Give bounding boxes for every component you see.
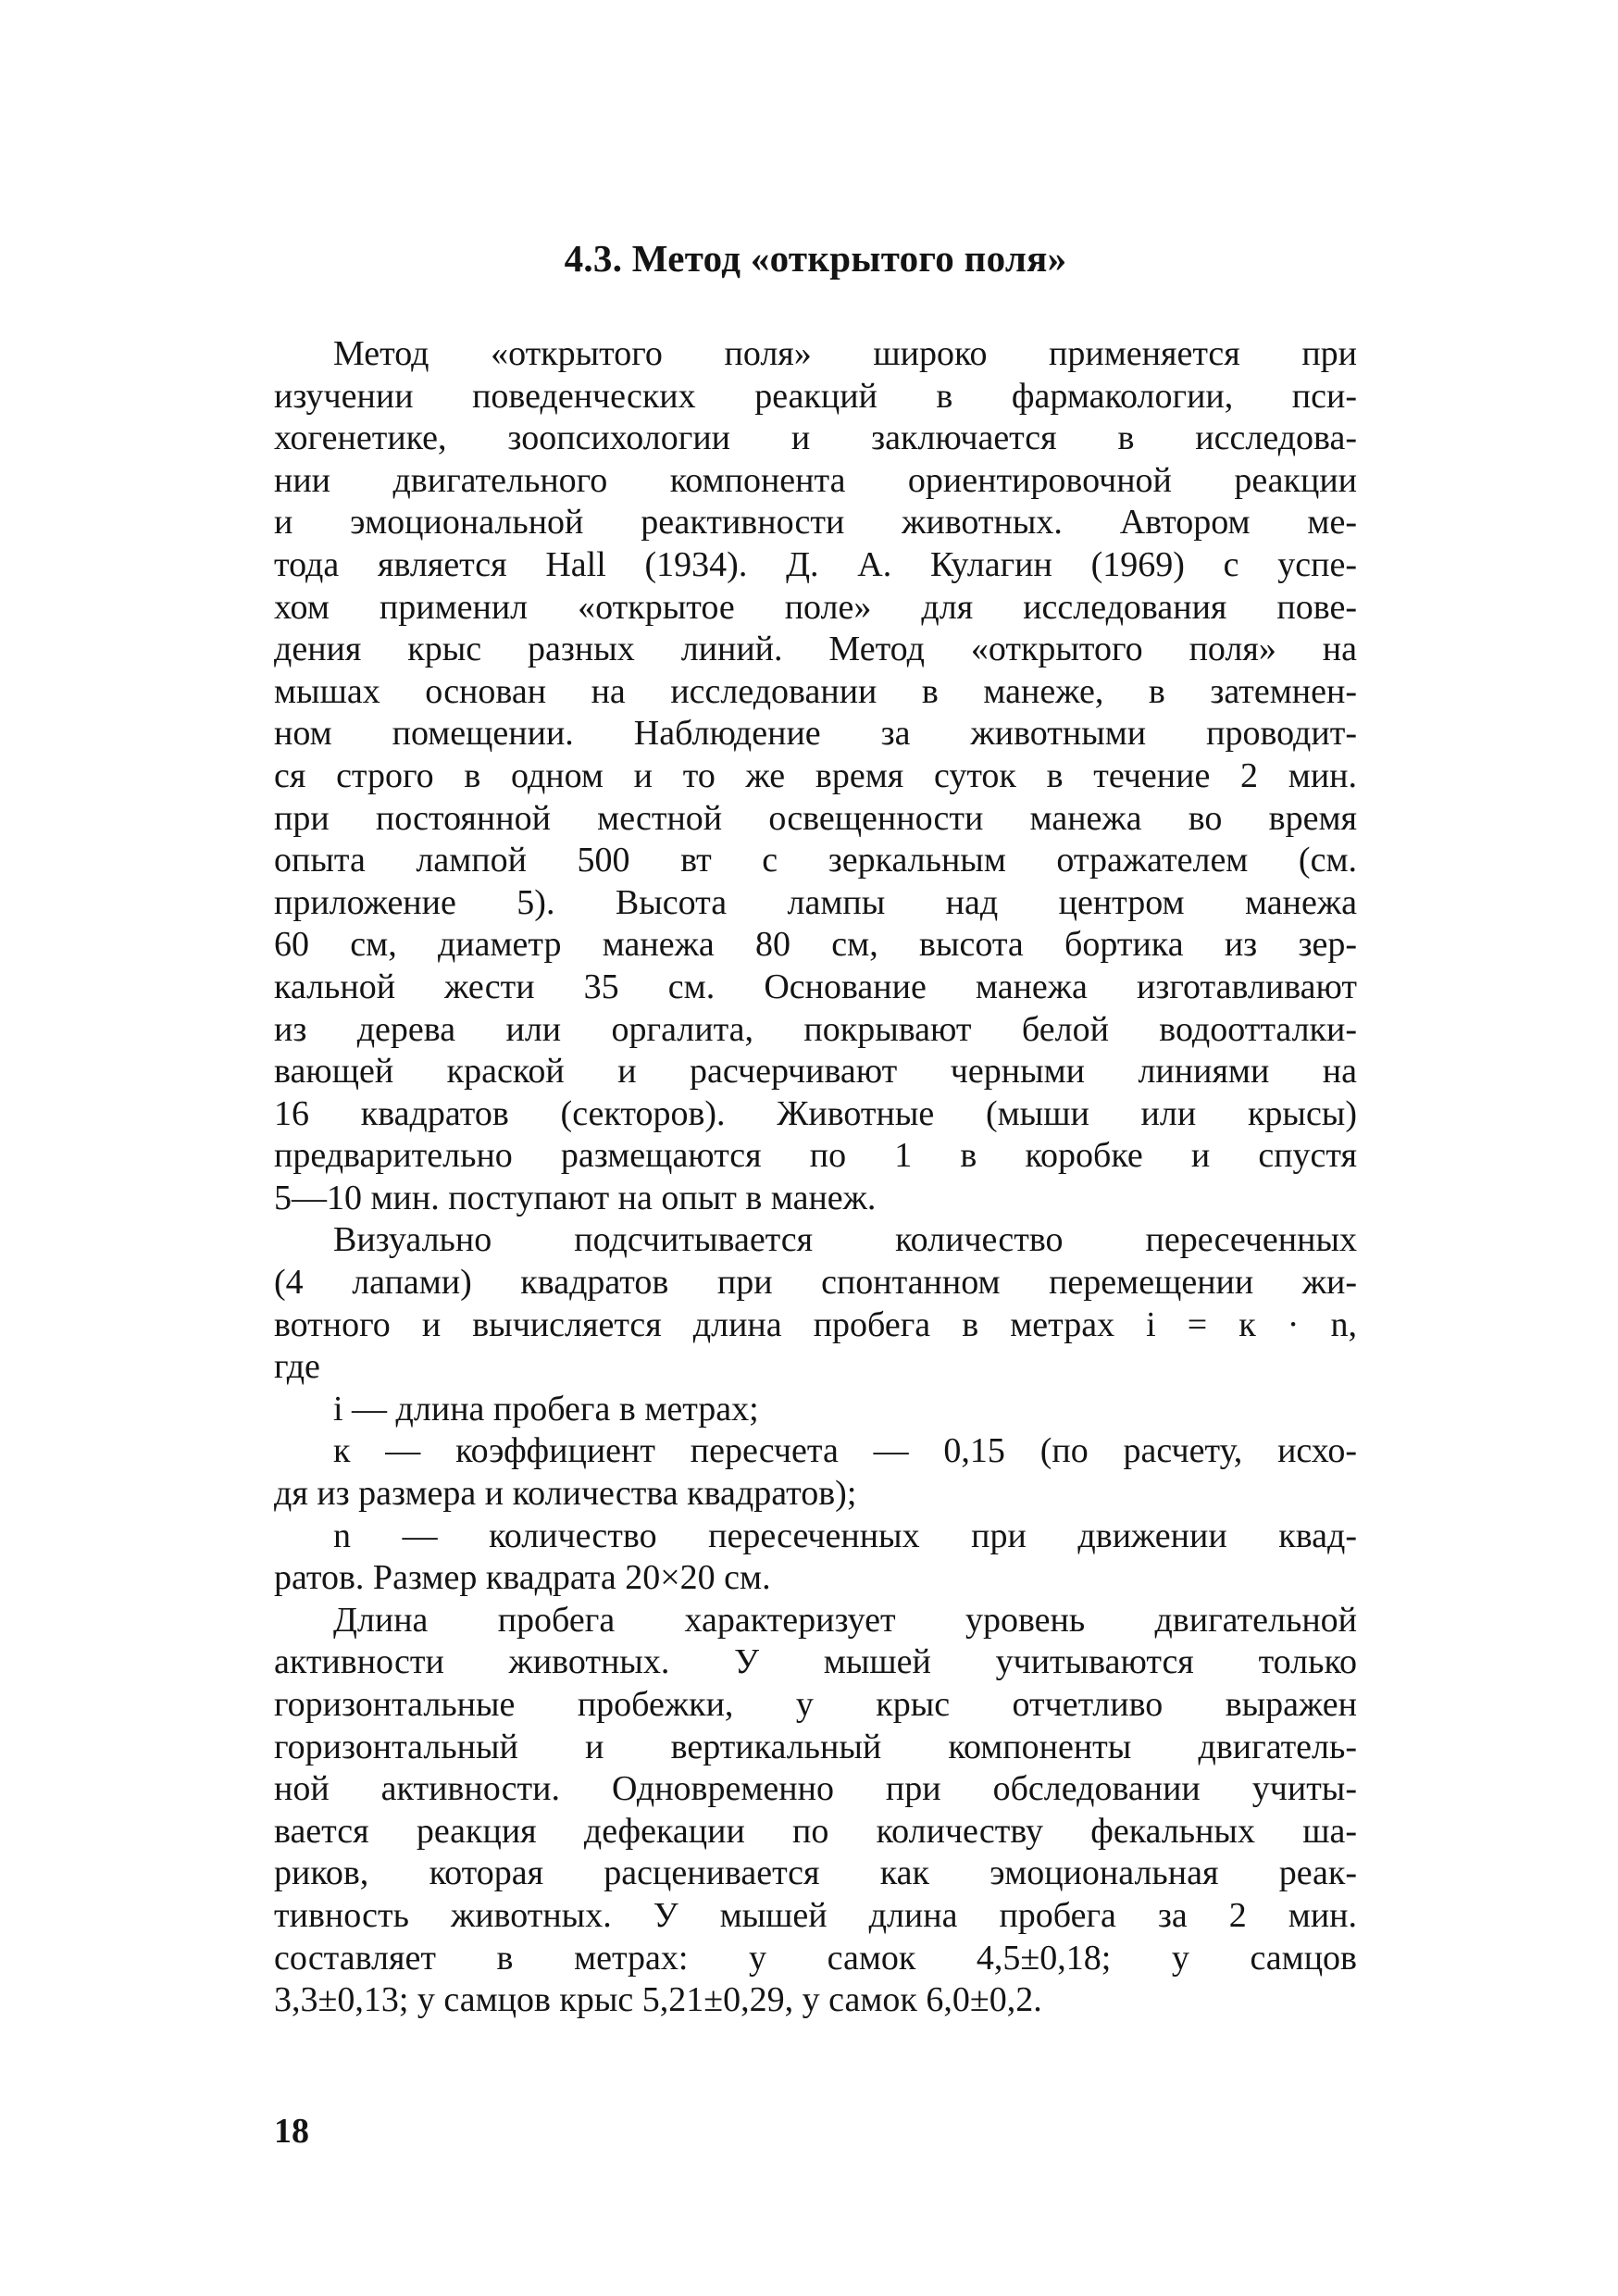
text-line: вотного и вычисляется длина пробега в метрах i = к · n,: [274, 1304, 1357, 1344]
text-line: предварительно размещаются по 1 в коробке и спустя: [274, 1136, 1357, 1176]
text-line: вается реакция дефекации по количеству фекальных ша-: [274, 1811, 1357, 1851]
text-line: и эмоциональной реактивности животных. Автором ме-: [274, 503, 1357, 543]
text-line: активности животных. У мышей учитываются только: [274, 1642, 1357, 1682]
text-line: составляет в метрах: у самок 4,5±0,18; у самцов: [274, 1938, 1357, 1978]
text-line: риков, которая расценивается как эмоциональная реак-: [274, 1853, 1357, 1893]
text-line: горизонтальный и вертикальный компоненты двигатель-: [274, 1727, 1357, 1766]
text-line: ном помещении. Наблюдение за животными проводит-: [274, 714, 1357, 754]
text-line: опыта лампой 500 вт с зеркальным отражателем (см.: [274, 841, 1357, 880]
text-line: Метод «открытого поля» широко применяется при: [333, 334, 1357, 373]
text-line: горизонтальные пробежки, у крыс отчетливо выражен: [274, 1685, 1357, 1724]
definition-line: дя из размера и количества квадратов);: [274, 1474, 857, 1514]
definition-line: n — количество пересеченных при движении квад-: [333, 1516, 1357, 1555]
definition-line: i — длина пробега в метрах;: [333, 1389, 759, 1429]
text-line: хом применил «открытое поле» для исследования пове-: [274, 587, 1357, 627]
definition-line: ратов. Размер квадрата 20×20 см.: [274, 1558, 771, 1598]
page-content: [274, 236, 1357, 2022]
section-heading: 4.3. Метод «открытого поля»: [564, 237, 1067, 280]
text-line: где: [274, 1347, 320, 1387]
text-line: тивность животных. У мышей длина пробега за 2 мин.: [274, 1895, 1357, 1935]
text-line: (4 лапами) квадратов при спонтанном перемещении жи-: [274, 1263, 1357, 1303]
text-line: 3,3±0,13; у самцов крыс 5,21±0,29, у самок 6,0±0,2.: [274, 1980, 1042, 2020]
paragraph-1: [274, 333, 1357, 1219]
text-line: Длина пробега характеризует уровень двигательной: [333, 1600, 1357, 1640]
page-number: 18: [274, 2112, 309, 2151]
text-line: Визуально подсчитывается количество пересеченных: [333, 1220, 1357, 1260]
text-line: ной активности. Одновременно при обследовании учиты-: [274, 1769, 1357, 1809]
text-line: 60 см, диаметр манежа 80 см, высота бортика из зер-: [274, 925, 1357, 965]
text-line: кальной жести 35 см. Основание манежа изготавливают: [274, 967, 1357, 1006]
paragraph-3: [274, 1600, 1357, 2022]
text-line: мышах основан на исследовании в манеже, в затемнен-: [274, 671, 1357, 711]
definitions-list: [274, 1389, 1357, 1600]
paragraph-2: [274, 1219, 1357, 1388]
text-line: хогенетике, зоопсихологии и заключается в исследова-: [274, 418, 1357, 458]
text-line: при постоянной местной освещенности манежа во время: [274, 798, 1357, 838]
text-line: изучении поведенческих реакций в фармакологии, пси-: [274, 376, 1357, 416]
text-line: 16 квадратов (секторов). Животные (мыши или крысы): [274, 1093, 1357, 1133]
text-line: тода является Hall (1934). Д. А. Кулагин (1969) с успе-: [274, 544, 1357, 584]
text-line: приложение 5). Высота лампы над центром манежа: [274, 882, 1357, 922]
text-line: нии двигательного компонента ориентировочной реакции: [274, 460, 1357, 500]
text-line: дения крыс разных линий. Метод «открытого поля» на: [274, 630, 1357, 669]
text-line: из дерева или оргалита, покрывают белой водоотталки-: [274, 1009, 1357, 1049]
text-line: 5—10 мин. поступают на опыт в манеж.: [274, 1178, 877, 1217]
text-line: ся строго в одном и то же время суток в течение 2 мин.: [274, 755, 1357, 795]
definition-line: к — коэффициент пересчета — 0,15 (по расчету, исхо-: [333, 1431, 1357, 1471]
text-line: вающей краской и расчерчивают черными линиями на: [274, 1052, 1357, 1092]
